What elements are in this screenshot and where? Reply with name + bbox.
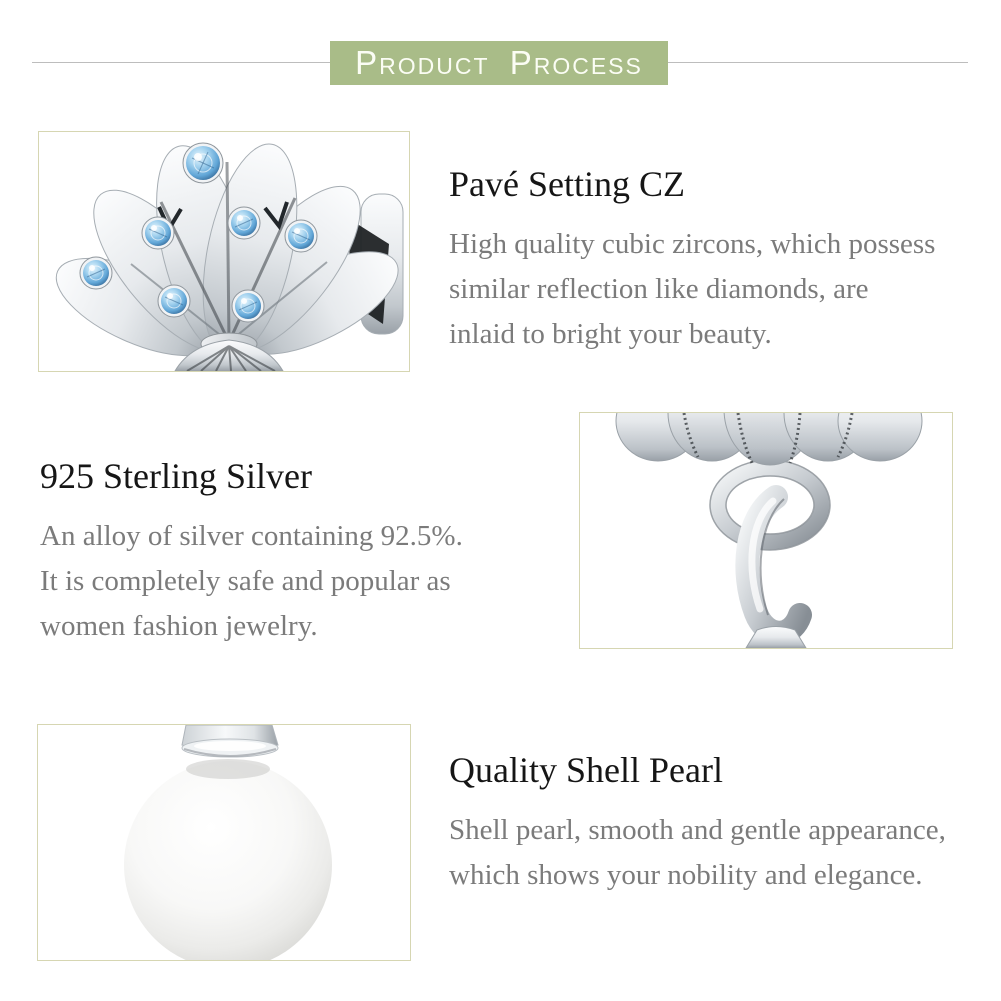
header-banner xyxy=(330,41,668,85)
section-body-line: women fashion jewelry. xyxy=(40,610,318,642)
section-heading: 925 Sterling Silver xyxy=(40,456,312,496)
section-heading: Pavé Setting CZ xyxy=(449,164,685,204)
pearl-sphere xyxy=(124,761,332,960)
section-body-line: An alloy of silver containing 92.5%. xyxy=(40,520,463,552)
pearl-image xyxy=(37,724,411,961)
section-pave-setting-cz xyxy=(449,160,935,357)
page-title: Product Process xyxy=(355,44,643,81)
shell-charm-image xyxy=(38,131,410,372)
section-body-line: similar reflection like diamonds, are xyxy=(449,273,869,305)
section-body-line: It is completely safe and popular as xyxy=(40,565,451,597)
silver-bail-image xyxy=(579,412,953,649)
section-heading: Quality Shell Pearl xyxy=(449,750,723,790)
connector-link xyxy=(747,497,800,633)
section-sterling-silver xyxy=(40,452,463,649)
section-body-line: inlaid to bright your beauty. xyxy=(449,318,772,350)
section-body-line: which shows your nobility and elegance. xyxy=(449,859,923,891)
shell-bottom-ridges xyxy=(616,413,922,465)
section-body-line: Shell pearl, smooth and gentle appearance, xyxy=(449,814,946,846)
silver-bail-illustration xyxy=(580,413,952,648)
pearl-cap xyxy=(182,725,278,757)
section-quality-shell-pearl xyxy=(449,746,946,898)
shell-charm-illustration xyxy=(39,132,409,371)
pearl-illustration xyxy=(38,725,410,960)
section-body-line: High quality cubic zircons, which possess xyxy=(449,228,936,260)
